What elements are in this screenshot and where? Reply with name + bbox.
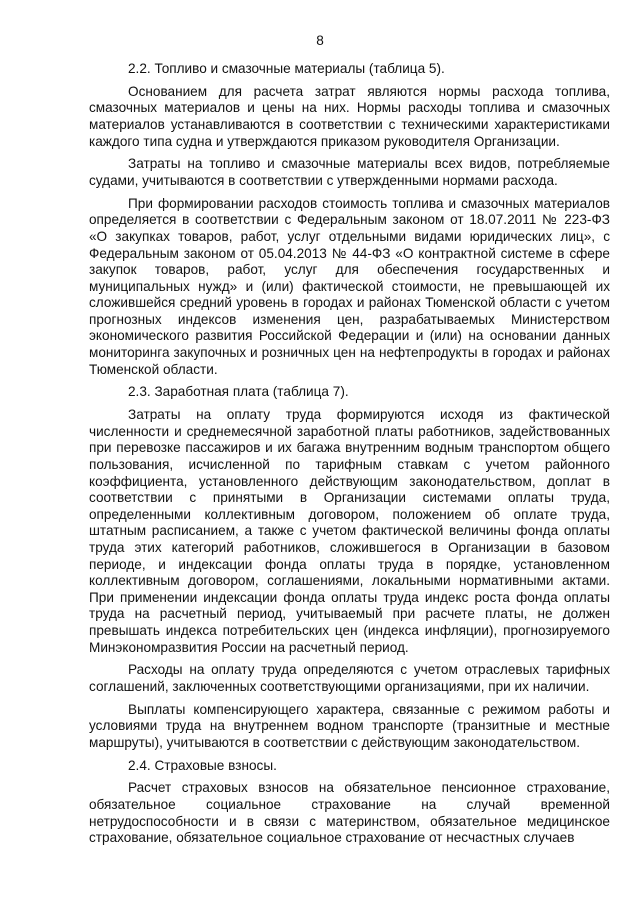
document-body	[89, 61, 610, 853]
paragraph-insurance-calculation: Расчет страховых взносов на обязательное пенсионное страхование, обязательное социальное страхование на случай временной нетрудоспособности и в связи с материнством, обязательное медицинское страхование, обязательное социальное страхование от несчастных случаев	[89, 780, 610, 846]
page-number: 8	[316, 33, 324, 48]
paragraph-wages-formation: Затраты на оплату труда формируются исходя из фактической численности и среднемесячной заработной платы работников, задействованных при перевозке пассажиров и их багажа внутренним водным транспортом общего пользования, исчисленной по тарифным ставкам с учетом районного коэффициента, установленного действующим законодательством, доплат в соответствии с принятыми в Организации системами оплаты труда, определенными коллективным договором, положением об оплате труда, штатным расписанием, а также с учетом фактической величины фонда оплаты труда этих категорий работников, сложившегося в Организации в базовом периоде, и индексации фонда оплаты труда в порядке, установленном коллективным договором, соглашениями, локальными нормативными актами. При применении индексации фонда оплаты труда индекс роста фонда оплаты труда на расчетный период, учитываемый при расчете платы, не должен превышать индекса потребительских цен (индекса инфляции), прогнозируемого Минэкономразвития России на расчетный период.	[89, 407, 610, 655]
paragraph-wages-compensation: Выплаты компенсирующего характера, связанные с режимом работы и условиями труда на внутреннем водном транспорте (транзитные и местные маршруты), учитываются в соответствии с действующим законодательством.	[89, 701, 610, 750]
section-heading-wages: 2.3. Заработная плата (таблица 7).	[128, 384, 349, 400]
section-heading-fuel: 2.2. Топливо и смазочные материалы (таблица 5).	[128, 61, 445, 76]
paragraph-fuel-costs: Затраты на топливо и смазочные материалы всех видов, потребляемые судами, учитываются в соответствии с утвержденными нормами расхода.	[89, 156, 610, 188]
paragraph-fuel-pricing: При формировании расходов стоимость топлива и смазочных материалов определяется в соответствии с Федеральным законом от 18.07.2011 № 223-ФЗ «О закупках товаров, работ, услуг отдельными видами юридических лиц», с Федеральным законом от 05.04.2013 № 44-ФЗ «О контрактной системе в сфере закупок товаров, работ, услуг для обеспечения государственных и муниципальных нужд» и (или) фактической стоимости, не превышающей их сложившейся средний уровень в городах и районах Тюменской области с учетом прогнозных индексов изменения цен, разрабатываемых Министерством экономического развития Российской Федерации и (или) на основании данных мониторинга закупочных и розничных цен на нефтепродукты в городах и районах Тюменской области.	[89, 195, 610, 377]
paragraph-wages-tariff: Расходы на оплату труда определяются с учетом отраслевых тарифных соглашений, заключенных соответствующими организациями, при их наличии.	[89, 662, 610, 694]
paragraph-fuel-basis: Основанием для расчета затрат являются нормы расхода топлива, смазочных материалов и цены на них. Нормы расходы топлива и смазочных материалов устанавливаются в соответствии с техническими характеристиками каждого типа судна и утверждаются приказом руководителя Организации.	[89, 83, 610, 149]
section-heading-insurance: 2.4. Страховые взносы.	[128, 757, 277, 773]
